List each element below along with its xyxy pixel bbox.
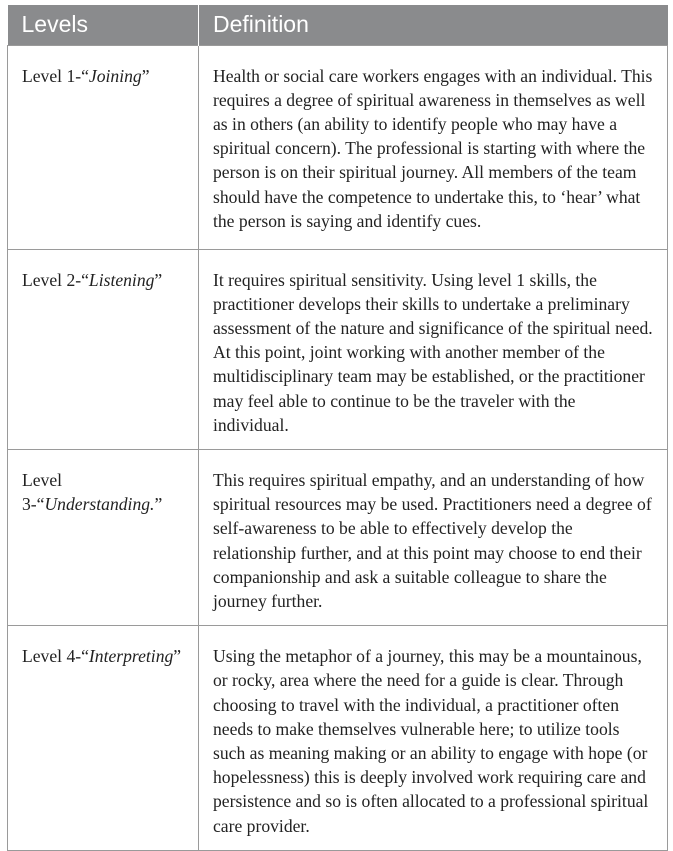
level-name: Joining bbox=[88, 65, 142, 86]
table-row bbox=[8, 249, 668, 449]
level-prefix: Level 2-“ bbox=[22, 269, 89, 290]
level-prefix: Level 4-“ bbox=[22, 646, 89, 667]
table-row bbox=[8, 626, 668, 851]
level-prefix: Level 1-“ bbox=[22, 65, 89, 86]
level-cell bbox=[8, 626, 199, 851]
header-definition: Definition bbox=[199, 5, 668, 45]
level-name: Understanding. bbox=[44, 494, 155, 515]
level-prefix: Level 3-“ bbox=[22, 469, 63, 515]
level-name: Interpreting bbox=[88, 646, 174, 667]
level-suffix: ” bbox=[154, 269, 163, 290]
level-suffix: ” bbox=[141, 65, 150, 86]
table-row bbox=[8, 449, 668, 625]
header-row bbox=[8, 5, 668, 45]
definition-cell: Health or social care workers engages with an individual. This requires a degree of spiritual awareness in themselves as well as in others (an ability to identify people who may have a spiritual concern). The professional is starting with where the person is on their spiritual journey. All members of the team should have the competence to undertake this, to ‘hear’ what the person is saying and identify cues. bbox=[199, 45, 668, 249]
header-levels: Levels bbox=[8, 5, 199, 45]
level-suffix: ” bbox=[154, 494, 163, 515]
definition-cell: This requires spiritual empathy, and an understanding of how spiritual resources may be used. Practitioners need a degree of self-awareness to be able to effectively develop the relationship further, and at this point may choose to end their companionship and ask a suitable colleague to share the journey further. bbox=[199, 449, 668, 625]
table-row bbox=[8, 45, 668, 249]
level-cell bbox=[8, 449, 199, 625]
level-cell bbox=[8, 249, 199, 449]
level-name: Listening bbox=[88, 269, 155, 290]
definition-cell: Using the metaphor of a journey, this may be a mountainous, or rocky, area where the need for a guide is clear. Through choosing to travel with the individual, a practitioner often needs to make themselves vulnerable here; to utilize tools such as meaning making or an ability to engage with hope (or hopelessness) this is deeply involved work requiring care and persistence and so is often allocated to a professional spiritual care provider. bbox=[199, 626, 668, 851]
definition-cell: It requires spiritual sensitivity. Using level 1 skills, the practitioner develops their skills to undertake a preliminary assessment of the nature and significance of the spiritual need. At this point, joint working with another member of the multidisciplinary team may be established, or the practitioner may feel able to continue to be the traveler with the individual. bbox=[199, 249, 668, 449]
level-cell bbox=[8, 45, 199, 249]
levels-table bbox=[7, 5, 668, 851]
level-suffix: ” bbox=[173, 646, 182, 667]
